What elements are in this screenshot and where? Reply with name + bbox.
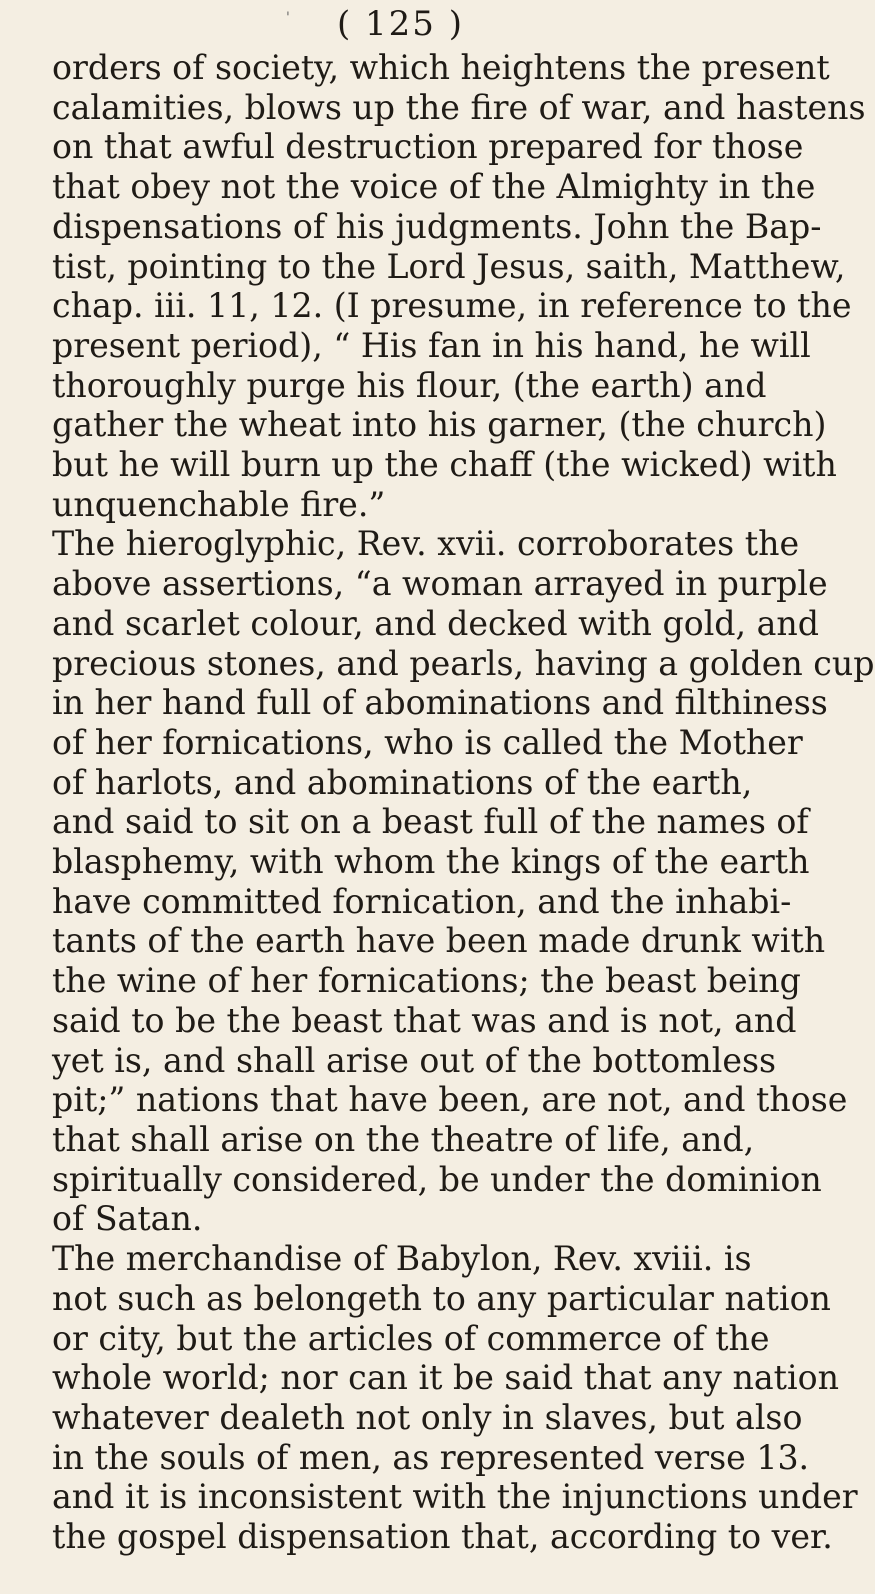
- text-line: and it is inconsistent with the injunctions under: [52, 1477, 858, 1517]
- text-line: above assertions, “a woman arrayed in purple: [52, 564, 828, 604]
- text-line: that obey not the voice of the Almighty in the: [52, 167, 816, 207]
- text-line: of harlots, and abominations of the earth,: [52, 762, 753, 802]
- text-line: of her fornications, who is called the Mother: [52, 722, 803, 762]
- text-line: in the souls of men, as represented verse 13.: [52, 1437, 810, 1477]
- text-line: chap. iii. 11, 12. (I presume, in reference to the: [52, 286, 852, 326]
- text-line: yet is, and shall arise out of the bottomless: [52, 1040, 777, 1080]
- text-line: The hieroglyphic, Rev. xvii. corroborates the: [52, 524, 800, 564]
- text-line: not such as belongeth to any particular nation: [52, 1278, 831, 1318]
- text-line: The merchandise of Babylon, Rev. xviii. is: [52, 1239, 752, 1279]
- page-body: [52, 48, 875, 1557]
- text-line: and scarlet colour, and decked with gold, and: [52, 603, 820, 643]
- page-mark: ': [286, 10, 290, 26]
- text-line: spiritually considered, be under the dominion: [52, 1159, 822, 1199]
- page-number: ( 125 ): [336, 4, 465, 44]
- text-line: whatever dealeth not only in slaves, but also: [52, 1397, 803, 1437]
- text-line: tist, pointing to the Lord Jesus, saith, Matthew,: [52, 246, 846, 286]
- text-line: or city, but the articles of commerce of the: [52, 1318, 770, 1358]
- text-line: orders of society, which heightens the present: [52, 48, 830, 87]
- text-line: of Satan.: [52, 1199, 203, 1239]
- text-line: but he will burn up the chaff (the wicked) with: [52, 445, 837, 485]
- text-line: present period), “ His fan in his hand, he will: [52, 325, 811, 365]
- text-line: tants of the earth have been made drunk with: [52, 921, 826, 961]
- text-line: unquenchable fire.”: [52, 484, 386, 524]
- text-line: dispensations of his judgments. John the Bap-: [52, 206, 822, 246]
- text-line: precious stones, and pearls, having a golden cup: [52, 643, 875, 683]
- text-line: calamities, blows up the fire of war, and hastens: [52, 87, 866, 127]
- text-line: in her hand full of abominations and filthiness: [52, 683, 828, 723]
- text-line: that shall arise on the theatre of life, and,: [52, 1119, 755, 1159]
- text-line: pit;” nations that have been, are not, and those: [52, 1080, 848, 1120]
- text-line: and said to sit on a beast full of the names of: [52, 802, 809, 842]
- text-line: gather the wheat into his garner, (the church): [52, 405, 827, 445]
- text-line: whole world; nor can it be said that any nation: [52, 1358, 839, 1398]
- text-line: thoroughly purge his flour, (the earth) and: [52, 365, 767, 405]
- text-line: the gospel dispensation that, according to ver.: [52, 1517, 833, 1557]
- text-line: blasphemy, with whom the kings of the earth: [52, 842, 810, 882]
- text-line: the wine of her fornications; the beast being: [52, 961, 801, 1001]
- text-line: said to be the beast that was and is not, and: [52, 1000, 797, 1040]
- text-line: have committed fornication, and the inhabi-: [52, 881, 792, 921]
- text-line: on that awful destruction prepared for those: [52, 127, 804, 167]
